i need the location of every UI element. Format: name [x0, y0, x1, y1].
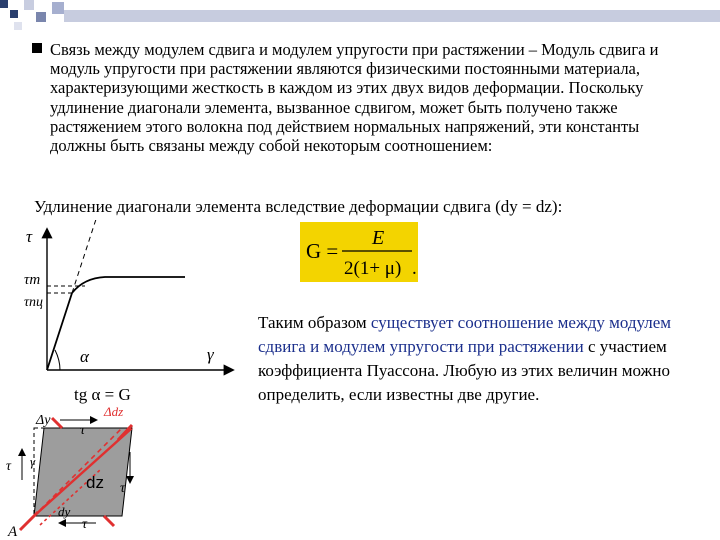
conclusion-part1: Таким образом: [258, 313, 371, 332]
diagonal-heading: Удлинение диагонали элемента вследствие деформации сдвига (dy = dz):: [34, 197, 563, 216]
delta-dz-label: Δdz: [104, 404, 124, 419]
formula-box: [300, 222, 418, 282]
conclusion-text: [258, 311, 698, 407]
tau-t-label: τт: [24, 272, 41, 288]
formula-tail: .: [412, 258, 417, 279]
gamma-label: γ: [30, 454, 36, 469]
formula-lhs: G =: [306, 239, 339, 263]
tau-right-label: τ: [120, 481, 126, 496]
tension-arrow-bottom: [20, 512, 38, 530]
tau-top-label: τ: [80, 423, 86, 438]
dy-label: dy: [58, 504, 71, 519]
point-a-label: A: [8, 524, 18, 540]
angle-label: α: [80, 347, 89, 366]
angle-arc: [55, 350, 60, 370]
formula-numerator: E: [372, 227, 385, 249]
dz-label: dz: [86, 473, 104, 492]
shear-element: [20, 418, 132, 530]
conclusion-highlight: существует соотношение между модулем сдвига и модулем упругости при растяжении: [258, 313, 672, 356]
tau-bottom-label: τ: [82, 517, 88, 532]
delta-y-label: Δy: [36, 413, 51, 428]
shear-diagram: [0, 220, 250, 540]
bullet-marker: [32, 43, 42, 53]
tan-relation: tg α = G: [74, 385, 131, 404]
stress-strain-curve: [47, 277, 185, 370]
graph-y-label: τ: [26, 227, 33, 246]
formula-denominator: 2(1+ μ): [344, 258, 402, 279]
conclusion-part2: с участием коэффициента Пуассона. Любую из этих величин можно определить, если известны две другие.: [258, 337, 670, 404]
decorative-header: [0, 0, 720, 36]
tau-left-label: τ: [6, 459, 12, 474]
tau-pc-label: τпц: [24, 295, 44, 310]
intro-paragraph: Связь между модулем сдвига и модулем упругости при растяжении – Модуль сдвига и модуль упругости при растяжении являются физическими постоянными материала, характеризующими жесткость в каждом из этих двух видов деформации. Поскольку удлинение диагонали элемента, вызванное сдвигом, может быть получено также растяжением этого волокна под действием нормальных напряжений, эти константы должны быть связаны между собой некоторым соотношением:: [50, 40, 659, 156]
graph-x-label: γ: [207, 345, 214, 364]
